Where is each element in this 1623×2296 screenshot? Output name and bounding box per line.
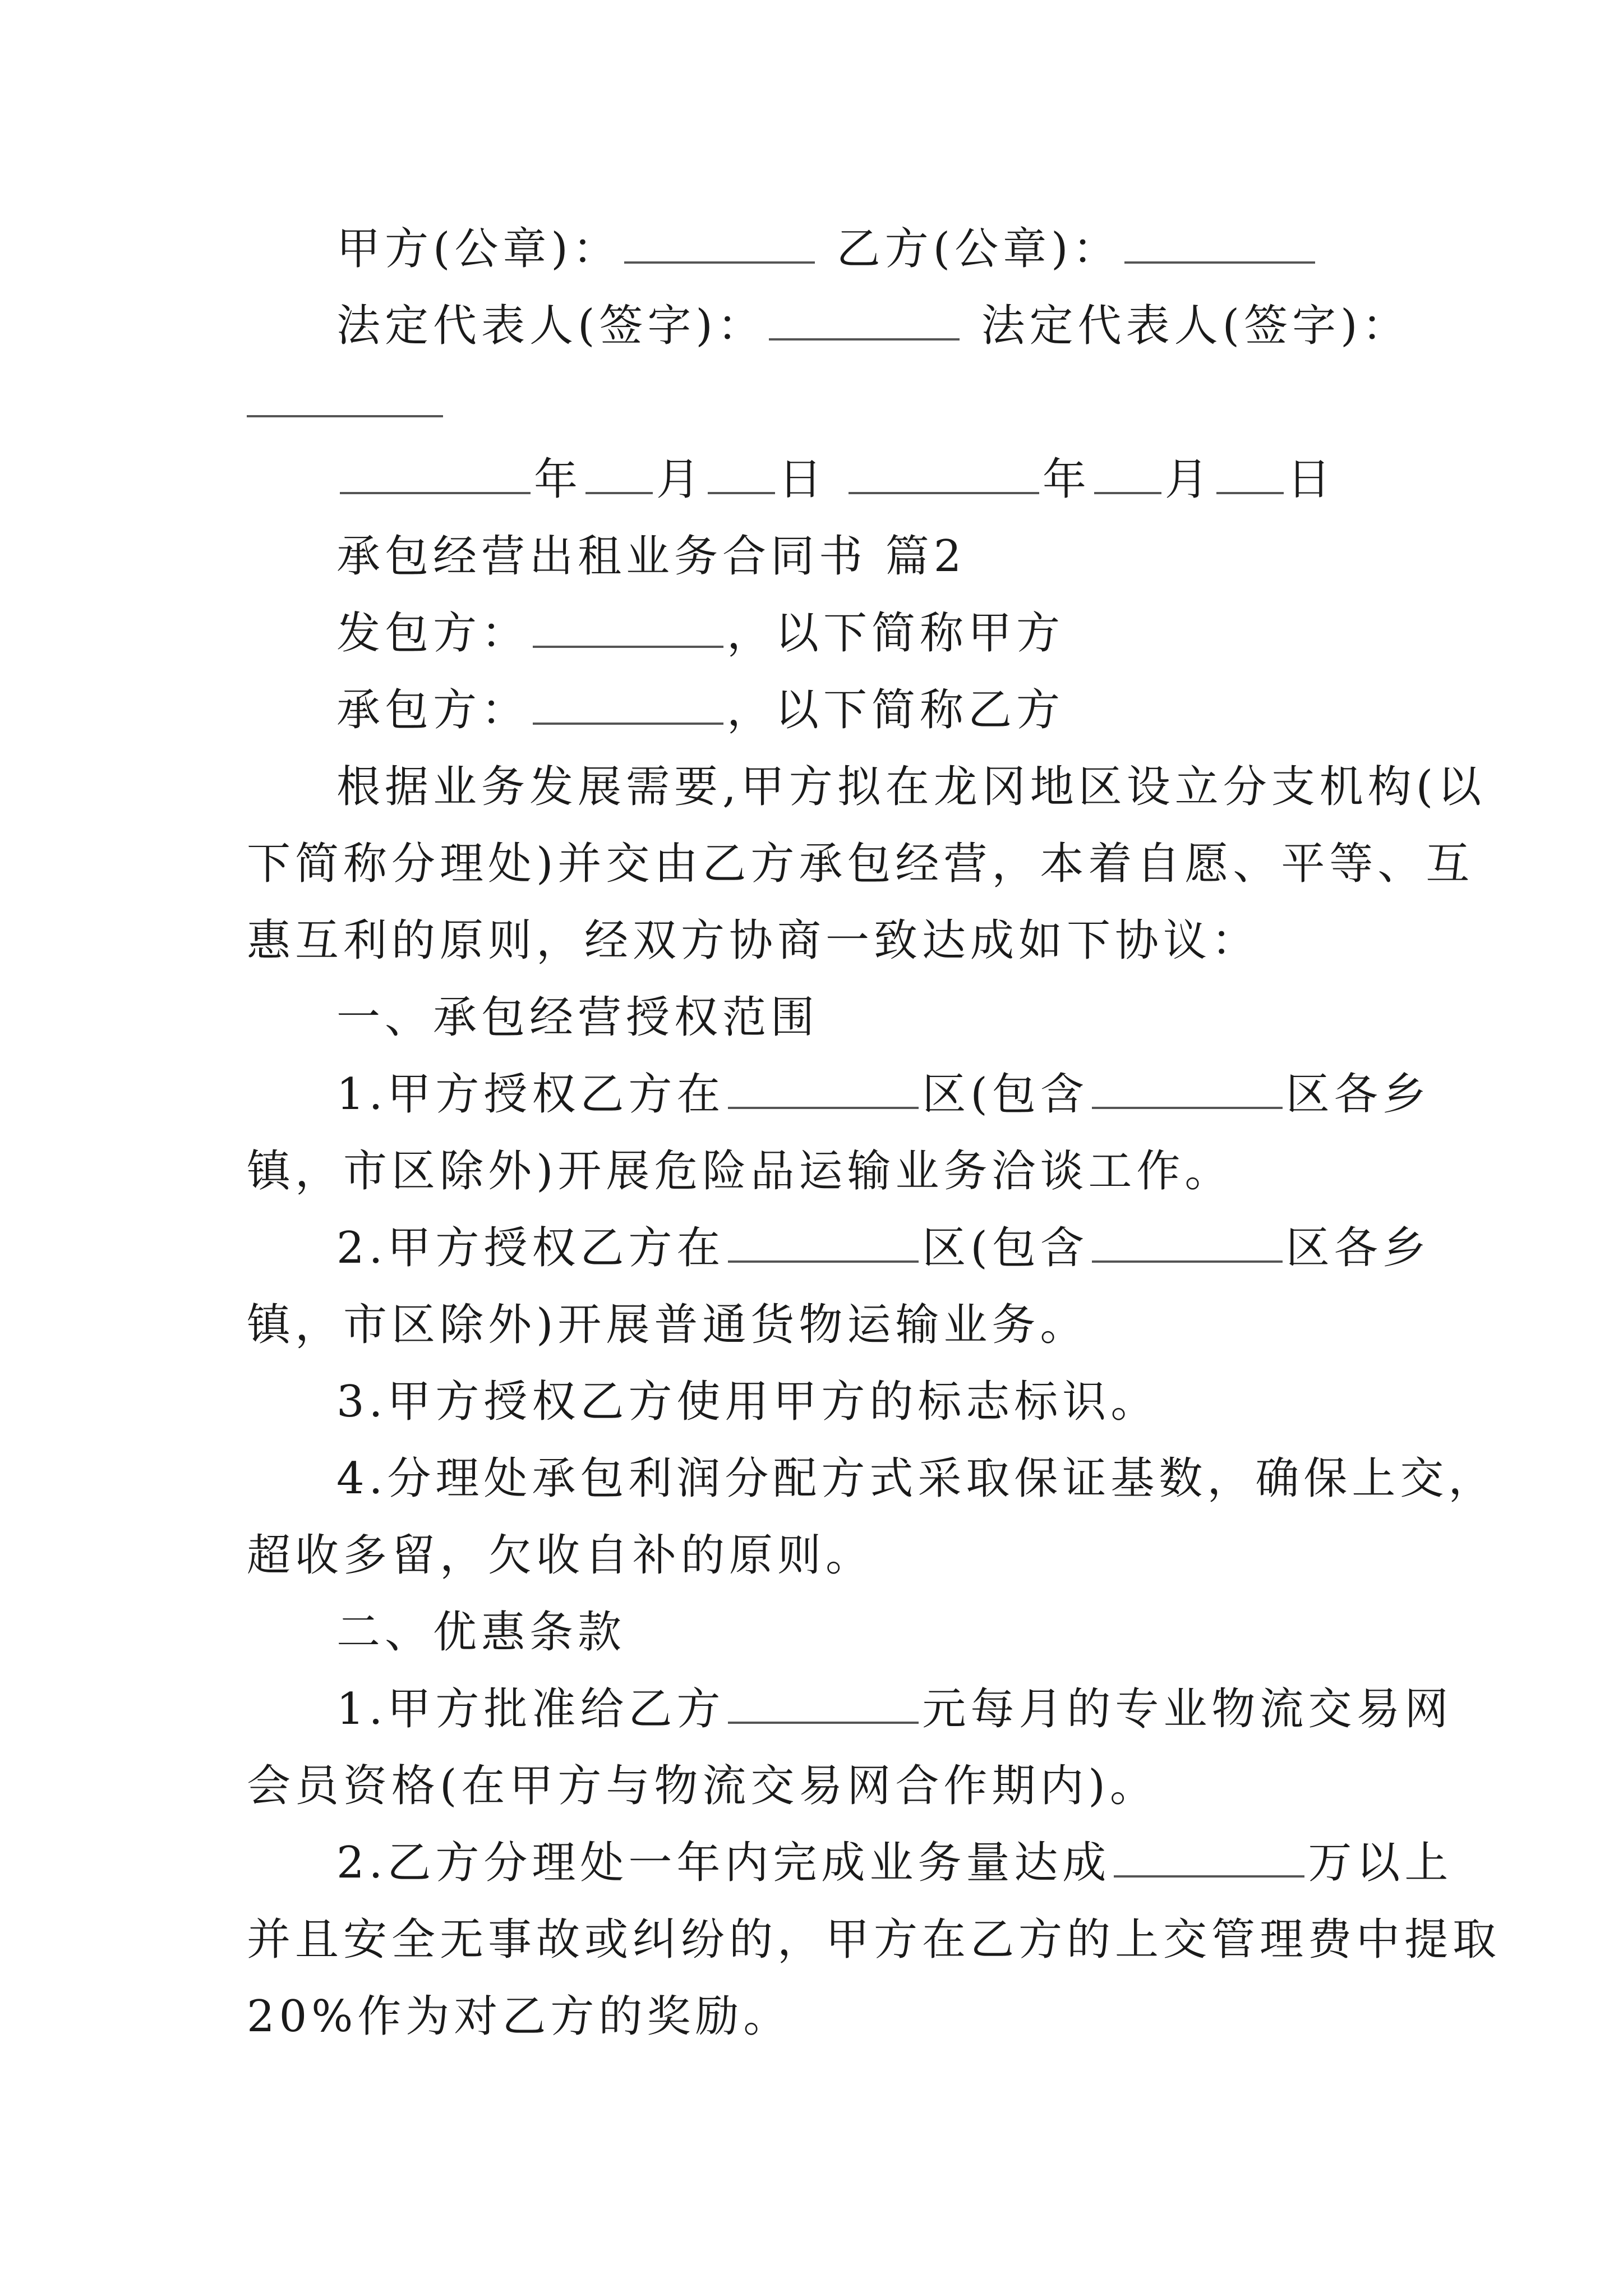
item-2-2-line-2: 并且安全无事故或纠纷的，甲方在乙方的上交管理费中提取 [247,1915,1501,1965]
representative-line [247,288,1410,365]
party-b-seal-label: 乙方(公章)： [836,224,1121,274]
year-label-a: 年 [534,454,583,505]
fabaofang-line [247,595,1396,672]
chengbaofang-suffix: ，以下简称乙方 [727,685,1065,735]
item-2-2-text-a: 2.乙方分理处一年内完成业务量达成 [336,1838,1111,1888]
chengbaofang-blank [533,679,723,725]
item-1-2-text-a: 2.甲方授权乙方在 [336,1223,725,1273]
item-1-1-line-1 [247,1056,1431,1133]
item-1-2-blank-a [728,1217,919,1263]
seal-line [247,211,1396,288]
item-2-1-text-a: 1.甲方批准给乙方 [336,1684,725,1734]
party-a-seal-blank [624,218,815,264]
day-label-b: 日 [1287,454,1335,505]
party-b-rep-blank [247,376,443,417]
item-1-2-blank-b [1092,1217,1283,1263]
chengbaofang-line [247,672,1396,749]
day-blank-b [1216,448,1284,494]
item-1-4-line-1: 4.分理处承包利润分配方式采取保证基数，确保上交， [336,1453,1497,1504]
month-label-b: 月 [1164,454,1213,505]
day-label-a: 日 [778,454,827,505]
item-2-1-line-1 [247,1671,1453,1748]
representative-blank-line [247,365,1396,441]
item-2-1-line-2: 会员资格(在甲方与物流交易网合作期内)。 [247,1761,1158,1811]
item-1-1-blank-a [728,1063,919,1109]
party-b-rep-label: 法定代表人(签字)： [981,301,1410,351]
year-blank-a [340,448,531,494]
intro-line-1: 根据业务发展需要,甲方拟在龙冈地区设立分支机构(以 [336,762,1486,812]
fabaofang-label: 发包方： [336,608,530,659]
item-1-1-line-2: 镇，市区除外)开展危险品运输业务洽谈工作。 [247,1146,1233,1197]
item-1-1-text-a: 1.甲方授权乙方在 [336,1069,725,1120]
intro-line-2: 下简称分理处)并交由乙方承包经营，本着自愿、平等、互 [247,839,1474,889]
party-a-seal-label: 甲方(公章)： [336,224,621,274]
item-2-1-text-b: 元每月的专业物流交易网 [922,1684,1453,1734]
date-line [247,441,1396,518]
year-label-b: 年 [1042,454,1091,505]
item-2-2-line-1 [247,1825,1453,1902]
chengbaofang-label: 承包方： [336,685,530,735]
item-1-2-text-b: 区(包含 [922,1223,1089,1273]
fabaofang-suffix: ，以下简称甲方 [727,608,1065,659]
day-blank-a [708,448,775,494]
contract-title: 承包经营出租业务合同书 篇2 [336,531,966,582]
item-1-2-line-1 [247,1210,1431,1287]
item-2-1-blank [728,1678,919,1724]
month-blank-b [1094,448,1161,494]
item-1-3: 3.甲方授权乙方使用甲方的标志标识。 [336,1377,1159,1427]
item-2-2-line-3: 20%作为对乙方的奖励。 [247,1991,792,2042]
document-body [247,211,1501,2055]
fabaofang-blank [533,602,723,648]
party-a-rep-blank [769,295,960,341]
party-a-rep-label: 法定代表人(签字)： [336,301,766,351]
intro-line-3: 惠互利的原则，经双方协商一致达成如下协议： [247,915,1260,966]
section-2-heading: 二、优惠条款 [336,1607,626,1658]
item-1-4-line-2: 超收多留，欠收自补的原则。 [247,1530,874,1581]
item-1-1-text-c: 区各乡 [1285,1069,1431,1120]
item-1-1-text-b: 区(包含 [922,1069,1089,1120]
section-1-heading: 一、承包经营授权范围 [336,992,819,1043]
month-blank-a [585,448,653,494]
item-1-2-text-c: 区各乡 [1285,1223,1431,1273]
item-1-2-line-2: 镇，市区除外)开展普通货物运输业务。 [247,1300,1089,1350]
item-2-2-text-b: 万以上 [1308,1838,1453,1888]
year-blank-b [849,448,1039,494]
item-2-2-blank [1114,1832,1304,1878]
party-b-seal-blank [1124,218,1315,264]
item-1-1-blank-b [1092,1063,1283,1109]
month-label-a: 月 [656,454,705,505]
